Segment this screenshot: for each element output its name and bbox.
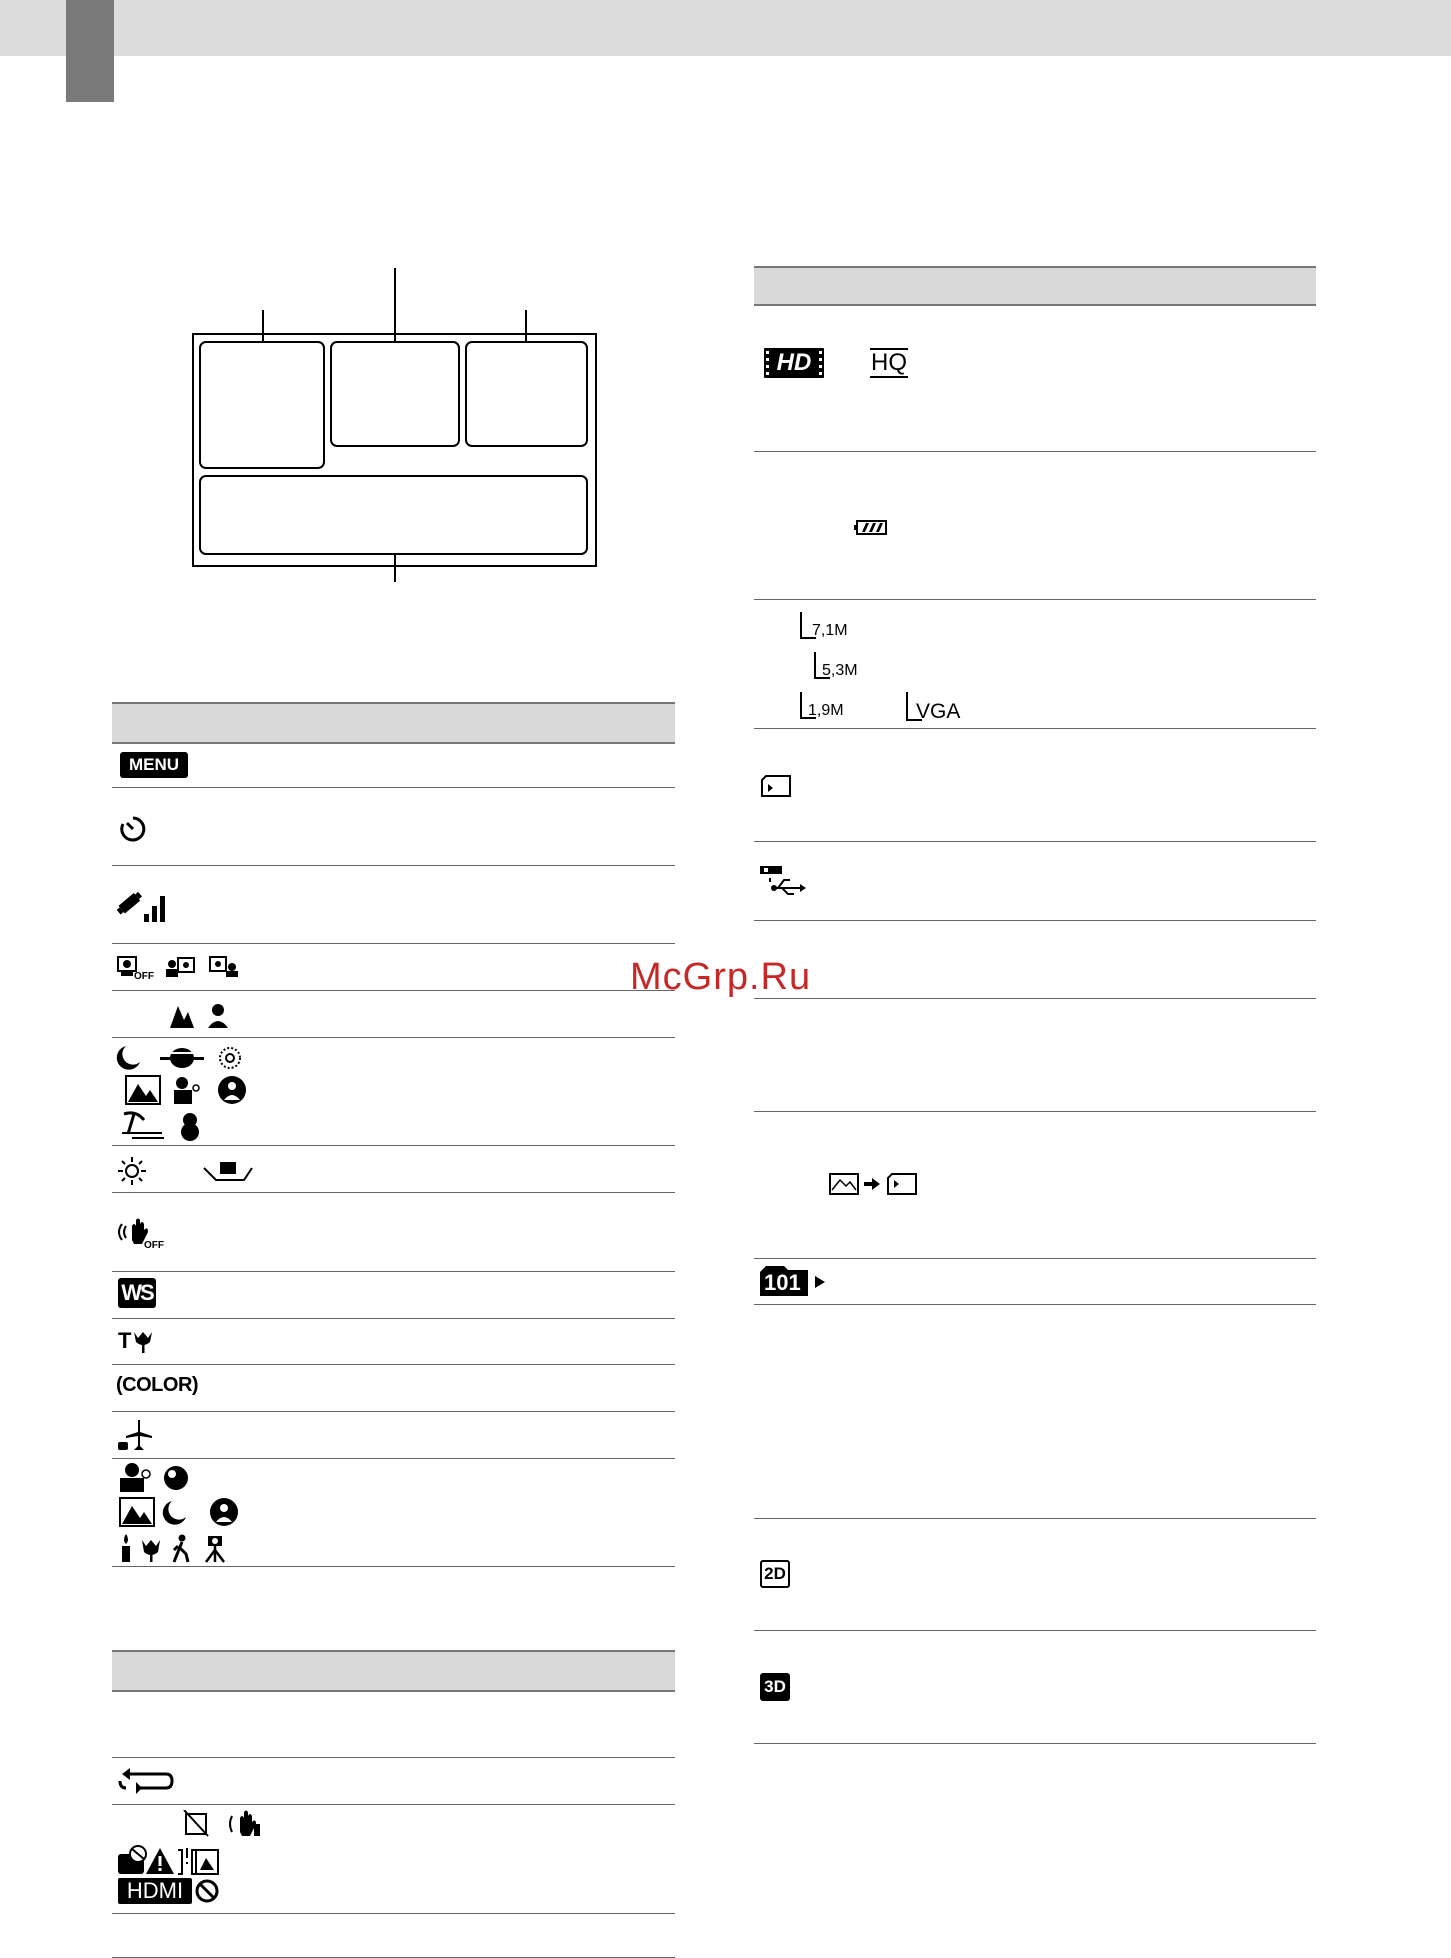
3d-mode-icon: 3D [760, 1673, 790, 1701]
xv-color-icon: (COLOR) [116, 1374, 199, 1396]
folder-number-label: 101 [764, 1270, 801, 1295]
night-scene-icon [117, 1046, 140, 1070]
walking-icon [174, 1535, 188, 1563]
image-transfer-icon [828, 1172, 920, 1198]
row-divider [754, 920, 1316, 921]
image-size-71m-icon [798, 610, 868, 642]
right-table-header [754, 266, 1316, 306]
camera-prohibited-icon [118, 1846, 146, 1874]
diagram-area-left [200, 342, 324, 468]
image-size-19m-icon [798, 690, 868, 722]
row-divider [112, 990, 675, 991]
camera-shake-warning-icon [230, 1811, 260, 1837]
row-divider [112, 1566, 675, 1567]
scene-selection-icons [116, 1042, 256, 1142]
svg-text:OFF: OFF [144, 1240, 164, 1251]
row-divider [754, 728, 1316, 729]
row-divider [112, 1145, 675, 1146]
gps-signal-icon [116, 886, 176, 926]
battery-icon [854, 519, 888, 537]
row-divider [112, 865, 675, 866]
row-divider [754, 841, 1316, 842]
beach-icon [122, 1113, 164, 1139]
2d-mode-icon: 2D [760, 1560, 790, 1588]
left-table-header [112, 702, 675, 744]
spotlight-icon [210, 1498, 238, 1526]
row-divider [112, 1271, 675, 1272]
folder-101-icon [760, 1266, 830, 1296]
row-divider [112, 1192, 675, 1193]
row-divider [754, 1304, 1316, 1305]
low-light-icon [122, 1534, 130, 1562]
self-timer-icon [118, 814, 148, 844]
airplane-mode-icon [116, 1418, 156, 1454]
hdmi-icon: HDMI [118, 1878, 192, 1904]
scene-select-small-icons [168, 1000, 232, 1030]
row-divider [112, 1411, 675, 1412]
diagram-area-center [331, 342, 459, 446]
warning-triangle-icon [146, 1848, 174, 1874]
one-push-wb-icon [204, 1162, 252, 1180]
row-divider [754, 1111, 1316, 1112]
tulip-icon [132, 1330, 154, 1354]
chapter-tab [66, 0, 114, 102]
hq-mode-icon: HQ [871, 349, 907, 376]
row-divider [112, 1318, 675, 1319]
portrait-icon [174, 1077, 199, 1104]
row-divider [112, 787, 675, 788]
row-divider [112, 1364, 675, 1365]
night-icon [163, 1501, 186, 1525]
size-53-label: 5,3M [822, 662, 858, 679]
face-detection-off-icon [118, 957, 154, 982]
row-divider [754, 1258, 1316, 1259]
face-detection-priority-icon [210, 957, 238, 977]
intelligent-auto-icons [116, 1462, 256, 1566]
face-detection-on-icon [166, 958, 194, 977]
usb-connection-icon [760, 866, 808, 898]
menu-icon: MENU [120, 752, 188, 778]
baby-icon [160, 1462, 193, 1494]
left-table2-header [112, 1650, 675, 1692]
row-divider [754, 998, 1316, 999]
demo-loop-icon [116, 1766, 176, 1796]
image-db-warning-icon [178, 1848, 218, 1874]
diagram-area-right [466, 342, 587, 446]
row-divider [112, 1037, 675, 1038]
row-divider [754, 1630, 1316, 1631]
memory-card-icon [760, 774, 794, 798]
row-divider [112, 1804, 675, 1805]
memory-card-warning-icon [184, 1810, 208, 1836]
face-detection-icons [116, 954, 246, 982]
tele-macro-icon [118, 1328, 178, 1356]
white-balance-icons [116, 1156, 266, 1186]
person-icon [212, 1004, 224, 1016]
mountain-icon [170, 1006, 194, 1028]
svg-text:OFF: OFF [134, 971, 154, 982]
row-divider [754, 451, 1316, 452]
vga-label: VGA [916, 700, 961, 723]
image-size-vga-icon [904, 690, 974, 724]
row-divider [754, 1743, 1316, 1744]
size-19-label: 1,9M [808, 702, 844, 719]
prohibited-icon [194, 1878, 222, 1906]
snow-icon [181, 1113, 199, 1141]
diagram-area-bottom [200, 476, 587, 554]
row-divider [112, 1913, 675, 1914]
portrait-backlight-icon [120, 1463, 150, 1492]
landscape-icon [120, 1498, 154, 1526]
steadyshot-off-icon [116, 1218, 172, 1252]
row-divider [112, 1458, 675, 1459]
watermark: McGrp.Ru [630, 956, 812, 998]
screen-layout-diagram [180, 260, 620, 590]
outdoor-wb-icon [118, 1157, 146, 1185]
tripod-icon [206, 1536, 224, 1562]
fireworks-icon [220, 1048, 240, 1068]
wide-select-icon: WS [118, 1278, 156, 1308]
hd-label: HD [764, 348, 824, 378]
row-divider [112, 943, 675, 944]
sunrise-sunset-icon [160, 1048, 204, 1068]
macro-icon [142, 1540, 160, 1562]
landscape-icon [126, 1076, 160, 1104]
hd-quality-icon [764, 348, 824, 378]
size-71-label: 7,1M [812, 622, 848, 639]
row-divider [754, 1518, 1316, 1519]
spotlight-icon [218, 1076, 246, 1104]
top-bar [0, 0, 1451, 56]
tele-t-label: T [118, 1328, 132, 1353]
row-divider [754, 599, 1316, 600]
image-size-53m-icon [812, 650, 882, 682]
row-divider [112, 1757, 675, 1758]
